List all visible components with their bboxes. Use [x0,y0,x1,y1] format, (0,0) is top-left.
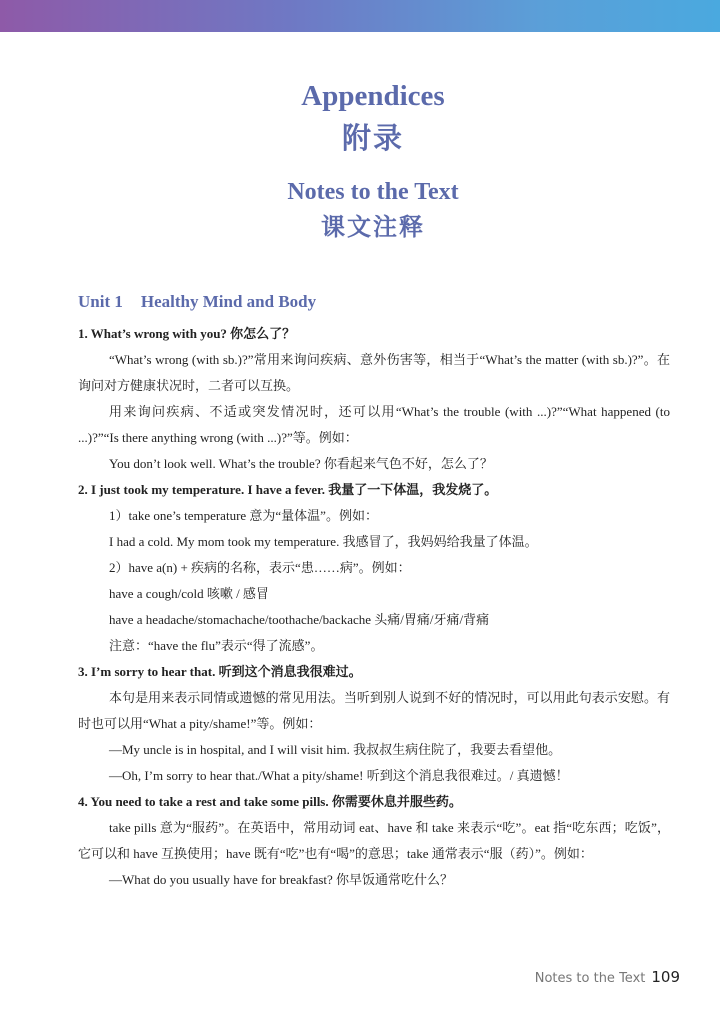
note-3-heading: 3. I’m sorry to hear that. 听到这个消息我很难过。 [78,664,362,679]
note-2-line-2: I had a cold. My mom took my temperature. 我感冒了，我妈妈给我量了体温。 [109,534,538,549]
footer-label: Notes to the Text [534,971,646,986]
note-3-line-1: —My uncle is in hospital, and I will visit him. 我叔叔生病住院了，我要去看望他。 [109,742,562,757]
note-4-line-1: —What do you usually have for breakfast? 你早饭通常吃什么？ [109,872,454,887]
note-1-heading: 1. What’s wrong with you? 你怎么了？ [78,326,296,341]
note-2-heading: 2. I just took my temperature. I have a fever. 我量了一下体温，我发烧了。 [78,482,498,497]
note-4-heading: 4. You need to take a rest and take some pills. 你需要休息并服些药。 [78,794,462,809]
page-title-zh: 附录 [341,123,404,155]
note-2-line-1: 1）take one’s temperature 意为“量体温”。例如： [109,508,378,523]
unit-number: Unit 1 [78,292,123,311]
section-title-en: Notes to the Text [287,179,459,205]
page-number: 109 [651,968,680,986]
page-title-en: Appendices [301,80,445,112]
note-2-line-4: have a cough/cold 咳嗽 / 感冒 [109,586,269,601]
note-1-paragraph-2: 用来询问疾病、不适或突发情况时，还可以用“What’s the trouble (with ...)?”“What happened (to ...)?”“Is there anything wrong (with ...)?”等。例如： [78,404,670,445]
note-1-example: You don’t look well. What’s the trouble? 你看起来气色不好，怎么了？ [109,456,493,471]
note-1-paragraph-1: “What’s wrong (with sb.)?”常用来询问疾病、意外伤害等，相当于“What’s the matter (with sb.)?”。在询问对方健康状况时，二者可以互换。 [78,352,670,393]
section-title-zh: 课文注释 [321,215,425,241]
unit-title: Healthy Mind and Body [140,292,317,311]
note-3-line-2: —Oh, I’m sorry to hear that./What a pity/shame! 听到这个消息我很难过。/ 真遗憾！ [109,768,569,783]
page-footer [535,968,680,986]
note-2-line-6: 注意：“have the flu”表示“得了流感”。 [109,638,324,653]
note-3-paragraph: 本句是用来表示同情或遗憾的常见用法。当听到别人说到不好的情况时，可以用此句表示安慰。有时也可以用“What a pity/shame!”等。例如： [78,690,670,731]
note-2-line-5: have a headache/stomachache/toothache/backache 头痛/胃痛/牙痛/背痛 [109,612,490,627]
note-2-line-3: 2）have a(n) + 疾病的名称，表示“患……病”。例如： [109,560,411,575]
note-4-paragraph: take pills 意为“服药”。在英语中，常用动词 eat、have 和 take 来表示“吃”。eat 指“吃东西；吃饭”，它可以和 have 互换使用；have 既有“吃”也有“喝”的意思；take 通常表示“服（药）”。例如： [78,820,670,861]
unit-heading [78,292,316,312]
notes-content [78,321,670,893]
top-gradient-band [0,0,720,32]
page-title-block [0,74,720,246]
